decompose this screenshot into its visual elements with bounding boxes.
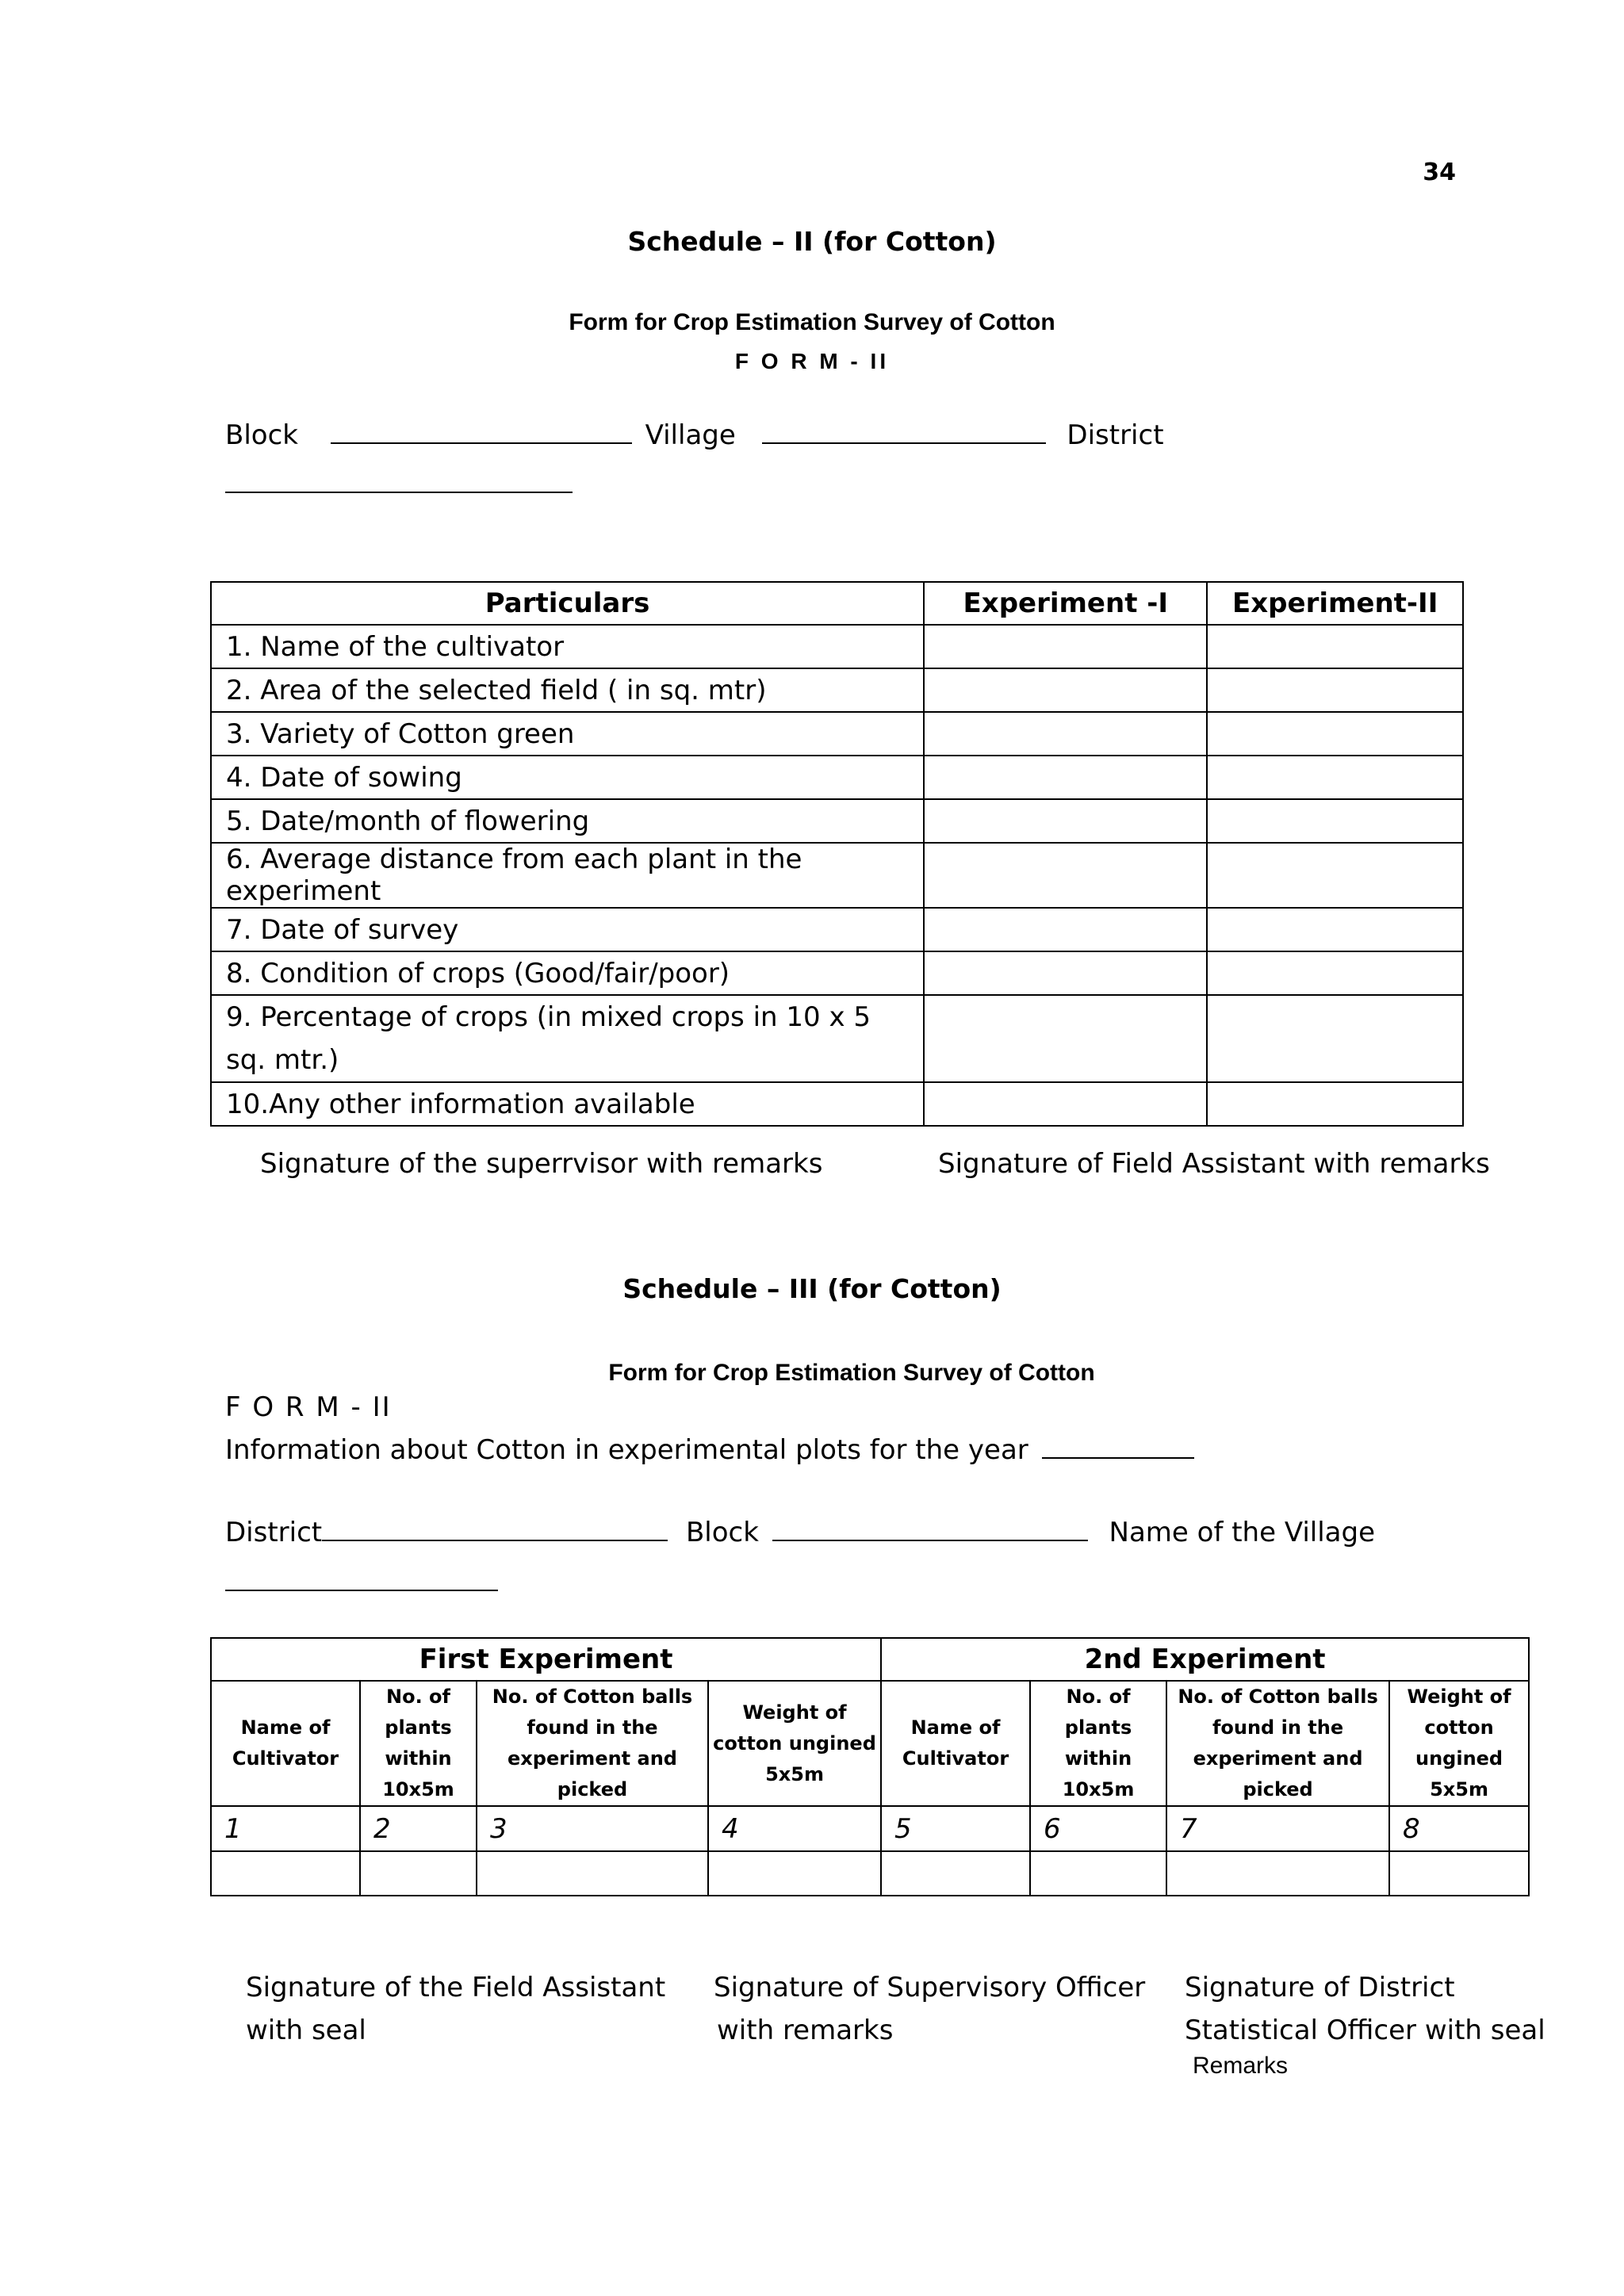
col-particulars: Particulars <box>211 582 924 625</box>
row-label: 9. Percentage of crops (in mixed crops in 10 x 5 sq. mtr.) <box>211 995 924 1082</box>
col-cotton-balls: No. of Cotton balls found in the experiment and picked <box>1166 1681 1389 1806</box>
row-label: 1. Name of the cultivator <box>211 625 924 668</box>
district-signature-line-1: Signature of District <box>1185 1972 1455 2003</box>
schedule-3-location-fields <box>225 1516 1375 1548</box>
district-blank[interactable] <box>225 468 573 493</box>
block-label: Block <box>225 419 298 451</box>
exp1-cell[interactable] <box>924 951 1207 995</box>
district-blank[interactable] <box>322 1516 668 1541</box>
col-name-of-cultivator: Name of Cultivator <box>211 1681 360 1806</box>
page-number: 34 <box>1423 159 1456 186</box>
table-row <box>211 756 1463 799</box>
table-row <box>211 799 1463 843</box>
schedule-3-table <box>210 1637 1530 1896</box>
column-number: 7 <box>1166 1806 1389 1851</box>
exp1-cell[interactable] <box>924 1082 1207 1126</box>
exp1-cell[interactable] <box>924 625 1207 668</box>
table-row <box>211 668 1463 712</box>
village-label: Village <box>645 419 736 451</box>
village-blank[interactable] <box>225 1566 498 1591</box>
exp1-cell[interactable] <box>924 756 1207 799</box>
district-signature-line-2: Statistical Officer with seal <box>1185 2015 1545 2046</box>
col-weight-of-cotton: Weight of cotton ungined 5x5m <box>1389 1681 1529 1806</box>
row-label: 6. Average distance from each plant in the experiment <box>211 843 924 908</box>
column-header-row <box>211 1681 1529 1806</box>
table-row <box>211 951 1463 995</box>
table-row <box>211 995 1463 1082</box>
row-label: 8. Condition of crops (Good/fair/poor) <box>211 951 924 995</box>
entry-cell[interactable] <box>211 1851 360 1896</box>
row-label: 7. Date of survey <box>211 908 924 951</box>
exp2-cell[interactable] <box>1207 1082 1463 1126</box>
schedule-3-title: Schedule – III (for Cotton) <box>622 1273 1002 1304</box>
table-row <box>211 625 1463 668</box>
row-label: 2. Area of the selected field ( in sq. mtr) <box>211 668 924 712</box>
village-blank[interactable] <box>762 419 1046 444</box>
entry-cell[interactable] <box>1030 1851 1166 1896</box>
table-row <box>211 712 1463 756</box>
col-no-of-plants: No. of plants within 10x5m <box>360 1681 477 1806</box>
supervisory-signature-line-1: Signature of Supervisory Officer <box>714 1972 1146 2003</box>
table-row <box>211 1082 1463 1126</box>
exp1-cell[interactable] <box>924 908 1207 951</box>
table-row <box>211 843 1463 908</box>
exp1-cell[interactable] <box>924 668 1207 712</box>
schedule-2-table <box>210 581 1464 1127</box>
entry-cell[interactable] <box>708 1851 881 1896</box>
row-label: 5. Date/month of flowering <box>211 799 924 843</box>
district-signature-block <box>1185 1966 1545 2080</box>
exp1-cell[interactable] <box>924 712 1207 756</box>
column-number: 5 <box>881 1806 1030 1851</box>
exp1-cell[interactable] <box>924 995 1207 1082</box>
exp1-cell[interactable] <box>924 799 1207 843</box>
year-info-line <box>225 1433 1194 1466</box>
column-number: 4 <box>708 1806 881 1851</box>
col-name-of-cultivator: Name of Cultivator <box>881 1681 1030 1806</box>
group-header-row <box>211 1638 1529 1681</box>
col-experiment-1: Experiment -I <box>924 582 1207 625</box>
exp2-cell[interactable] <box>1207 843 1463 908</box>
row-label: 10.Any other information available <box>211 1082 924 1126</box>
exp2-cell[interactable] <box>1207 756 1463 799</box>
year-blank[interactable] <box>1042 1433 1194 1459</box>
block-blank[interactable] <box>331 419 632 444</box>
field-assistant-signature-line-2: with seal <box>246 2015 366 2046</box>
column-number: 3 <box>477 1806 708 1851</box>
first-experiment-header: First Experiment <box>211 1638 881 1681</box>
exp2-cell[interactable] <box>1207 799 1463 843</box>
village-label: Name of the Village <box>1109 1517 1376 1548</box>
column-number: 6 <box>1030 1806 1166 1851</box>
supervisory-signature-block <box>714 1966 1145 2052</box>
schedule-2-title: Schedule – II (for Cotton) <box>627 226 997 257</box>
entry-cell[interactable] <box>881 1851 1030 1896</box>
exp2-cell[interactable] <box>1207 995 1463 1082</box>
col-no-of-plants: No. of plants within 10x5m <box>1030 1681 1166 1806</box>
field-assistant-signature-label: Signature of Field Assistant with remarks <box>938 1148 1490 1180</box>
district-label: District <box>1067 419 1164 451</box>
block-label: Block <box>685 1517 759 1548</box>
supervisory-signature-line-2: with remarks <box>717 2015 894 2046</box>
exp1-cell[interactable] <box>924 843 1207 908</box>
col-experiment-2: Experiment-II <box>1207 582 1463 625</box>
remarks-label: Remarks <box>1193 2053 1289 2079</box>
schedule-2-form-code: F O R M - II <box>734 349 890 373</box>
exp2-cell[interactable] <box>1207 625 1463 668</box>
row-label: 3. Variety of Cotton green <box>211 712 924 756</box>
column-number: 1 <box>211 1806 360 1851</box>
entry-cell[interactable] <box>1389 1851 1529 1896</box>
exp2-cell[interactable] <box>1207 668 1463 712</box>
row-label: 4. Date of sowing <box>211 756 924 799</box>
exp2-cell[interactable] <box>1207 908 1463 951</box>
block-blank[interactable] <box>772 1516 1088 1541</box>
entry-cell[interactable] <box>1166 1851 1389 1896</box>
schedule-2-subtitle: Form for Crop Estimation Survey of Cotton <box>569 309 1055 335</box>
schedule-3-subtitle: Form for Crop Estimation Survey of Cotton <box>608 1360 1095 1386</box>
table-row <box>211 908 1463 951</box>
entry-cell[interactable] <box>477 1851 708 1896</box>
field-assistant-signature-block <box>246 1966 665 2052</box>
column-number: 8 <box>1389 1806 1529 1851</box>
field-assistant-signature-line-1: Signature of the Field Assistant <box>246 1972 666 2003</box>
table-row <box>211 1851 1529 1896</box>
schedule-2-location-fields <box>225 419 1164 451</box>
district-label: District <box>225 1517 323 1548</box>
table-header-row <box>211 582 1463 625</box>
exp2-cell[interactable] <box>1207 951 1463 995</box>
entry-cell[interactable] <box>360 1851 477 1896</box>
col-cotton-balls: No. of Cotton balls found in the experiment and picked <box>477 1681 708 1806</box>
schedule-3-form-code: F O R M - II <box>225 1391 392 1423</box>
second-experiment-header: 2nd Experiment <box>881 1638 1529 1681</box>
exp2-cell[interactable] <box>1207 712 1463 756</box>
column-number: 2 <box>360 1806 477 1851</box>
col-weight-of-cotton: Weight of cotton ungined 5x5m <box>708 1681 881 1806</box>
year-info-label: Information about Cotton in experimental plots for the year <box>225 1434 1028 1466</box>
column-number-row <box>211 1806 1529 1851</box>
supervisor-signature-label: Signature of the superrvisor with remarks <box>260 1148 823 1180</box>
